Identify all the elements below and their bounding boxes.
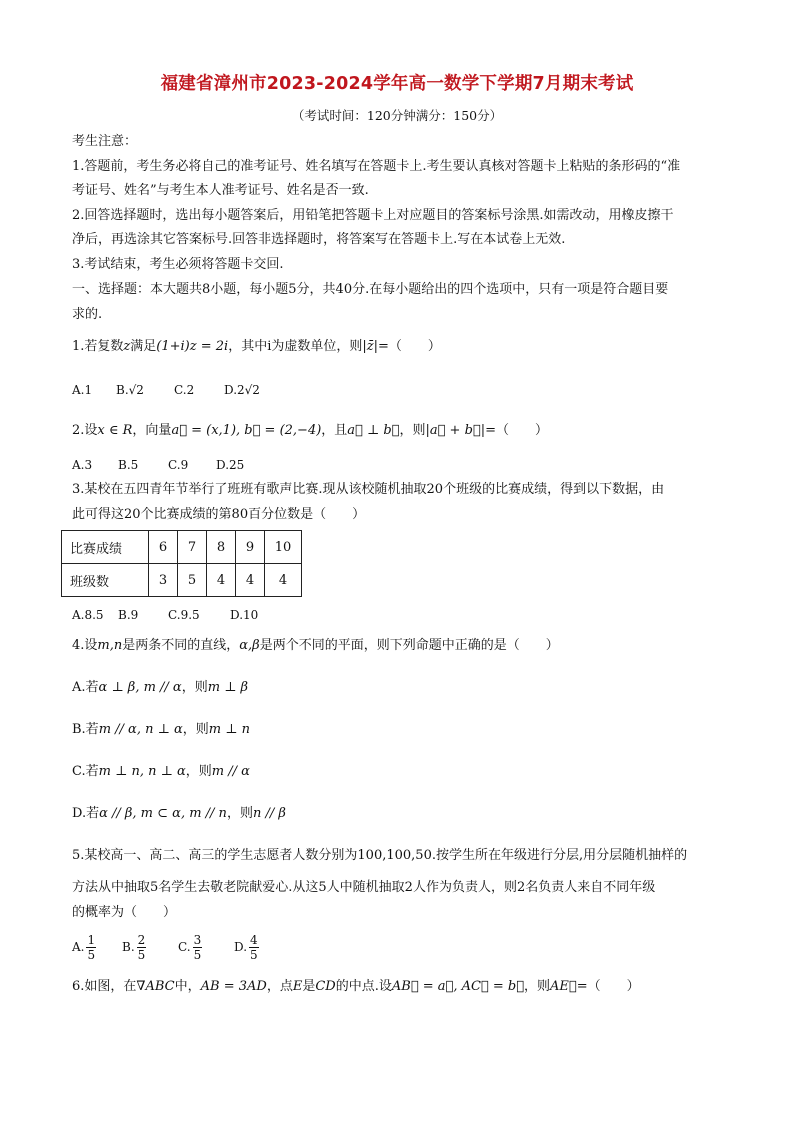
question-6: 6.如图，在∇ABC中，AB = 3AD，点E是CD的中点.设AB⃗ = a⃗, AC⃗ = b⃗，则AE⃗=（ ）	[72, 979, 640, 994]
question-5-line-1: 5.某校高一、高二、高三的学生志愿者人数分别为100,100,50.按学生所在年级进行分层,用分层随机抽样的	[72, 848, 688, 863]
q4-option-d: D.若α // β, m ⊂ α, m // n，则n // β	[72, 806, 286, 821]
q5-options: A. $\frac{1}{5}$ B. $\frac{2}{5}$ C. $\frac{3}{5}$ D. $\frac{4}{5}$	[72, 933, 258, 962]
question-5-line-3: 的概率为（ ）	[72, 905, 177, 920]
question-4: 4.设m,n是两条不同的直线，α,β是两个不同的平面，则下列命题中正确的是（ ）	[72, 638, 559, 653]
question-3-line-2: 此可得这20个比赛成绩的第80百分位数是（ ）	[72, 507, 366, 522]
question-3-line-1: 3.某校在五四青年节举行了班班有歌声比赛.现从该校随机抽取20个班级的比赛成绩，得到以下数据，由	[72, 482, 665, 497]
q1-equation: (1+i)z = 2i	[156, 339, 229, 354]
notice-heading: 考生注意：	[72, 134, 138, 149]
notice-line-5: 3.考试结束，考生必须将答题卡交回.	[72, 257, 284, 272]
question-1: 1.若复数z满足(1+i)z = 2i，其中i为虚数单位，则|z̄|=（ ）	[72, 339, 441, 354]
table-row: 比赛成绩 6 7 8 9 10	[62, 531, 302, 564]
table-row: 班级数 3 5 4 4 4	[62, 564, 302, 597]
q1-options: A.1 B.√2 C.2 D.2√2	[72, 383, 260, 397]
question-2: 2.设x ∈ R，向量a⃗ = (x,1), b⃗ = (2,−4)，且a⃗ ⊥ b⃗，则|a⃗ + b⃗|=（ ）	[72, 423, 548, 438]
exam-title: 福建省漳州市2023-2024学年高一数学下学期7月期末考试	[160, 74, 634, 94]
q2-options: A.3 B.5 C.9 D.25	[72, 458, 245, 472]
exam-subtitle: （考试时间：120分钟满分：150分）	[291, 108, 503, 123]
notice-line-3: 2.回答选择题时，选出每小题答案后，用铅笔把答题卡上对应题目的答案标号涂黑.如需改动，用橡皮擦干	[72, 208, 674, 223]
section1-line-1: 一、选择题：本大题共8小题，每小题5分，共40分.在每小题给出的四个选项中，只有一项是符合题目要	[72, 282, 669, 297]
question-5-line-2: 方法从中抽取5名学生去敬老院献爱心.从这5人中随机抽取2人作为负责人，则2名负责人来自不同年级	[72, 880, 656, 895]
notice-line-2: 考证号、姓名”与考生本人准考证号、姓名是否一致.	[72, 183, 369, 198]
notice-line-4: 净后，再选涂其它答案标号.回答非选择题时，将答案写在答题卡上.写在本试卷上无效.	[72, 232, 566, 247]
q3-options: A.8.5 B.9 C.9.5 D.10	[72, 608, 259, 622]
q4-option-a: A.若α ⊥ β, m // α，则m ⊥ β	[72, 680, 249, 695]
q1-abs: |z̄|	[362, 339, 378, 354]
section1-line-2: 求的.	[72, 307, 103, 322]
q4-option-c: C.若m ⊥ n, n ⊥ α，则m // α	[72, 764, 250, 779]
q2-vectors: a⃗ = (x,1), b⃗ = (2,−4)	[171, 423, 322, 438]
notice-line-1: 1.答题前，考生务必将自己的准考证号、姓名填写在答题卡上.考生要认真核对答题卡上粘贴的条形码的“准	[72, 159, 681, 174]
q3-score-table	[61, 530, 302, 597]
q4-option-b: B.若m // α, n ⊥ α，则m ⊥ n	[72, 722, 250, 737]
